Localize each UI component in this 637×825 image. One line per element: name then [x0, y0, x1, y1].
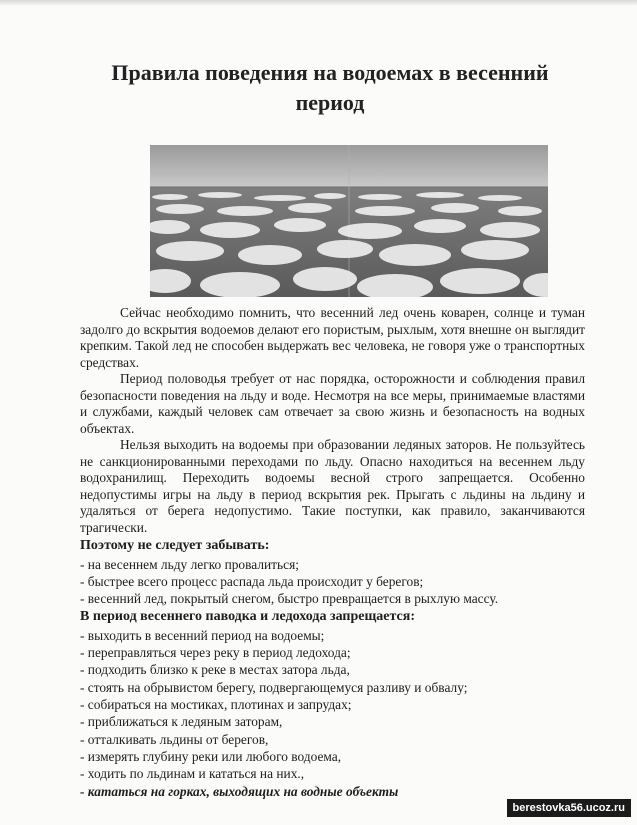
list-item: - измерять глубину реки или любого водоема, [80, 748, 342, 764]
section-heading: В период весеннего паводка и ледохода запрещается: [80, 609, 415, 625]
document-body [80, 305, 585, 800]
list-item: - переправляться через реку в период ледохода; [80, 645, 351, 661]
list-item: - приближаться к ледяным заторам, [80, 714, 283, 730]
section-heading: Поэтому не следует забывать: [80, 538, 270, 553]
list-item: - весенний лед, покрытый снегом, быстро превращается в рыхлую массу. [80, 591, 499, 607]
document-title: Правила поведения на водоемах в весенний период [111, 60, 549, 115]
paragraph: Сейчас необходимо помнить, что весенний лед очень коварен, солнце и туман задолго до вскрытия водоемов делают его пористым, рыхлым, хотя внешне он выглядит крепким. Такой лед не способен выдержать вес человека, не говоря уже о транспортных средствах. [80, 305, 585, 370]
warnings-list [80, 556, 585, 608]
list-item: - собираться на мостиках, плотинах и запрудах; [80, 697, 352, 713]
scan-edge [0, 0, 637, 6]
paragraph: Период половодья требует от нас порядка, осторожности и соблюдения правил безопасности поведения на льду и воде. Несмотря на все меры, принимаемые властями и службами, каждый человек сам отвечает за свою жизнь и безопасность на водных объектах. [80, 371, 585, 436]
list-item: - выходить в весенний период на водоемы; [80, 627, 325, 643]
site-watermark: berestovka56.ucoz.ru [507, 799, 632, 817]
list-item: - стоять на обрывистом берегу, подвергающемуся разливу и обвалу; [80, 679, 468, 695]
list-item: - отталкивать льдины от берегов, [80, 731, 269, 747]
list-item: - кататься на горках, выходящих на водные объекты [80, 783, 399, 799]
list-item: - на весеннем льду легко провалиться; [80, 556, 299, 572]
paragraph: Нельзя выходить на водоемы при образовании ледяных заторов. Не пользуйтесь не санкционированными переходами по льду. Опасно находиться на весеннем льду водохранилищ. Переходить водоемы весной строго запрещается. Особенно недопустимы игры на льду в период вскрытия рек. Прыгать с льдины на льдину и удаляться от берега недопустимо. Такие поступки, как правило, заканчиваются трагически. [80, 437, 585, 535]
prohibitions-list [80, 627, 585, 800]
ice-floes-photo [150, 145, 548, 297]
list-item: - быстрее всего процесс распада льда происходит у берегов; [80, 573, 424, 589]
list-item: - ходить по льдинам и кататься на них., [80, 766, 305, 782]
list-item: - подходить близко к реке в местах затора льда, [80, 662, 350, 678]
